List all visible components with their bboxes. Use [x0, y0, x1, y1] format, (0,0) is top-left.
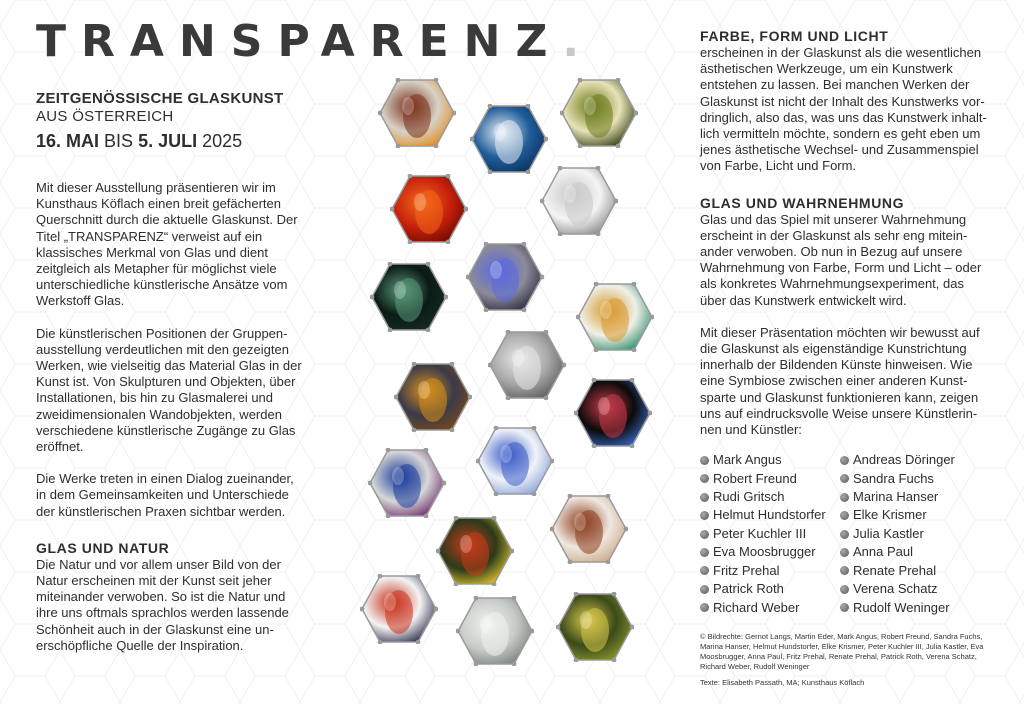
- bullet-icon: [840, 474, 849, 483]
- artwork-amber-landscape: [394, 362, 472, 432]
- artwork-gallery: [360, 78, 660, 678]
- left-column: [36, 16, 595, 654]
- artwork-blue-u-shape: [466, 242, 544, 312]
- artwork-grey-frame: [488, 330, 566, 400]
- heading-glas-und-wahrnehmung: GLAS UND WAHRNEHMUNG: [700, 194, 905, 211]
- artist-item: Marina Hanser: [840, 489, 990, 505]
- date-end: 5. JULI: [138, 131, 198, 151]
- bullet-icon: [700, 566, 709, 575]
- date-start: 16. MAI: [36, 131, 100, 151]
- bullet-icon: [840, 511, 849, 520]
- bullet-icon: [840, 585, 849, 594]
- artwork-red-abstract: [390, 174, 468, 244]
- bullet-icon: [840, 456, 849, 465]
- positions-paragraph: Die künstlerischen Positionen der Gruppenausstellung verdeutlichen mit den gezeigten Werken, wie vielseitig das Material Glas in der Kunst ist. Von Skulpturen und Objekten, über Installationen, bis hin zu Glasmalerei und zweidimensionalen Wandobjekten, werden verschiedene künstlerische Zugänge zu Glas eröffnet.: [36, 325, 302, 455]
- subtitle-line2: AUS ÖSTERREICH: [36, 108, 174, 125]
- date-year: 2025: [202, 131, 243, 151]
- title-period: .: [562, 16, 595, 67]
- exhibition-dates: [36, 131, 304, 152]
- artist-item: Sandra Fuchs: [840, 471, 990, 487]
- subtitle-line1: ZEITGENÖSSISCHE GLASKUNST: [36, 90, 284, 107]
- artist-list: [700, 452, 992, 616]
- exhibition-title: [36, 16, 595, 68]
- title-main: TRANSPARENZ: [36, 16, 563, 67]
- artist-item: Mark Angus: [700, 452, 840, 468]
- artwork-dark-vessels: [370, 262, 448, 332]
- artist-item: Robert Freund: [700, 471, 840, 487]
- bullet-icon: [700, 548, 709, 557]
- artist-item: Anna Paul: [840, 544, 990, 560]
- artist-item: Andreas Döringer: [840, 452, 990, 468]
- artist-item: Elke Krismer: [840, 507, 990, 523]
- bullet-icon: [840, 566, 849, 575]
- artwork-olive-bowl: [560, 78, 638, 148]
- artist-item: Fritz Prehal: [700, 563, 840, 579]
- natur-paragraph: Die Natur und vor allem unser Bild von der Natur erscheinen mit der Kunst seit jeher miteinander verwoben. So ist die Natur und ihre uns oftmals sprachlos werden lassende Schönheit auch in der Glaskunst eine unerschöpfliche Quelle der Inspiration.: [36, 556, 289, 653]
- artist-item: Helmut Hundstorfer: [700, 507, 840, 523]
- artwork-vertical-beads: [378, 78, 456, 148]
- bullet-icon: [840, 493, 849, 502]
- artwork-blue-spheres: [368, 448, 446, 518]
- bullet-icon: [700, 493, 709, 502]
- text-credits: Texte: Elisabeth Passath, MA; Kunsthaus Köflach: [700, 677, 865, 687]
- artwork-marbled-stone: [550, 494, 628, 564]
- bullet-icon: [840, 530, 849, 539]
- heading-farbe-form-licht: FARBE, FORM UND LICHT: [700, 28, 889, 44]
- wahrnehmung-paragraph: Glas und das Spiel mit unserer Wahrnehmung erscheint in der Glaskunst als sehr eng miteinander verwoben. Ob nun in Bezug auf unsere Wahrnehmung von Farbe, Form und Licht – oder als konkretes Wahrnehmungsexperiment, das über das Kunstwerk entwickelt wird.: [700, 211, 982, 308]
- artist-item: Rudi Gritsch: [700, 489, 840, 505]
- artist-item: Julia Kastler: [840, 526, 990, 542]
- bullet-icon: [700, 530, 709, 539]
- artwork-trees-etching: [456, 596, 534, 666]
- artist-item: Patrick Roth: [700, 581, 840, 597]
- artist-item: Eva Moosbrugger: [700, 544, 840, 560]
- heading-glas-und-natur: GLAS UND NATUR: [36, 539, 170, 556]
- artist-item: Peter Kuchler III: [700, 526, 840, 542]
- artist-item: Verena Schatz: [840, 581, 990, 597]
- artwork-blue-crumpled: [476, 426, 554, 496]
- artwork-golden-sphere: [556, 592, 634, 662]
- right-column: [700, 28, 992, 687]
- artist-item: Renate Prehal: [840, 563, 990, 579]
- bullet-icon: [840, 548, 849, 557]
- bullet-icon: [700, 603, 709, 612]
- artwork-clear-block: [540, 166, 618, 236]
- artist-item: Rudolf Weninger: [840, 600, 990, 616]
- bullet-icon: [700, 456, 709, 465]
- artwork-blue-white-panel: [470, 104, 548, 174]
- artwork-glass-disks: [576, 282, 654, 352]
- date-separator: BIS: [104, 131, 134, 151]
- bullet-icon: [840, 603, 849, 612]
- intro-paragraph: Mit dieser Ausstellung präsentieren wir im Kunsthaus Köflach einen breit gefächerten Querschnitt durch die aktuelle Glaskunst. Der Titel „TRANSPARENZ“ verweist auf ein klassisches Merkmal von Glas und dient zeitgleich als Metapher für möglichst viele unterschiedliche künstlerische Ansätze vom Werkstoff Glas.: [36, 180, 298, 309]
- artist-item: Richard Weber: [700, 600, 840, 616]
- artwork-red-vase: [360, 574, 438, 644]
- bullet-icon: [700, 585, 709, 594]
- image-credits: © Bildrechte: Gernot Langs, Martin Eder, Mark Angus, Robert Freund, Sandra Fuchs, Marina Hanser, Helmut Hundstorfer, Elke Krismer, Peter Kuchler III, Julia Kastler, Eva Moosbrugger, Anna Paul, Fritz Prehal, Renate Prehal, Patrick Roth, Verena Schatz, Richard Weber, Rudolf Weninger: [700, 631, 984, 671]
- dialog-paragraph: Die Werke treten in einen Dialog zueinander, in dem Gemeinsamkeiten und Unterschiede der künstlerischen Praxen sichtbar werden.: [36, 471, 294, 519]
- artwork-twisted-column: [574, 378, 652, 448]
- praesentation-paragraph: Mit dieser Präsentation möchten wir bewusst auf die Glaskunst als eigenständige Kunstrichtung innerhalb der Bildenden Künste hinweisen. Wie eine Symbiose zwischen einer anderen Kunstsparte und Glaskunst funktionieren kann, zeigen uns auf eindrucksvolle Weise unsere Künstlerinnen und Künstler:: [700, 324, 980, 438]
- bullet-icon: [700, 511, 709, 520]
- artwork-face-vase: [436, 516, 514, 586]
- bullet-icon: [700, 474, 709, 483]
- farbe-paragraph: erscheinen in der Glaskunst als die wesentlichen ästhetischen Werkzeuge, um ein Kunstwerk entstehen zu lassen. Bei manchen Werken der Glaskunst ist nicht der Inhalt des Kunstwerks vordringlich, also das, was uns das Kunstwerk inhaltlich vermitteln möchte, sondern es geht eben um jenes ästhetische Wechsel- und Zusammenspiel von Farbe, Licht und Form.: [700, 45, 987, 174]
